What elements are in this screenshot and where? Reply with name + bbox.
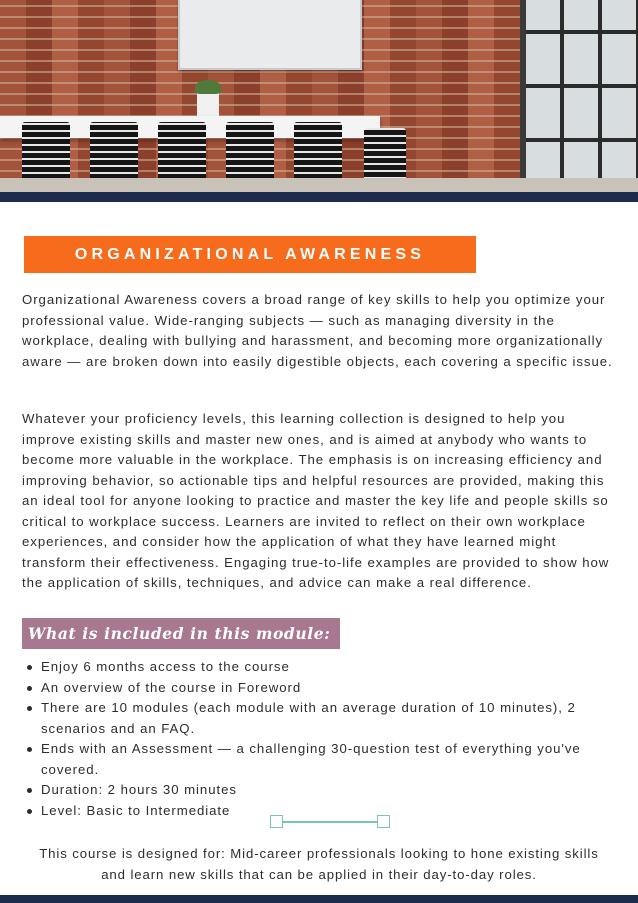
section-heading bbox=[24, 236, 476, 273]
included-heading bbox=[22, 618, 340, 649]
chair bbox=[226, 122, 274, 186]
chair bbox=[22, 122, 70, 186]
top-accent-bar bbox=[0, 192, 638, 202]
included-list bbox=[22, 657, 622, 821]
chair bbox=[364, 128, 406, 184]
hero-photo bbox=[0, 0, 638, 192]
chair bbox=[158, 122, 206, 186]
divider-square-right bbox=[377, 815, 390, 828]
chair bbox=[90, 122, 138, 186]
list-item: An overview of the course in Foreword bbox=[22, 678, 622, 699]
section-heading-text: ORGANIZATIONAL AWARENESS bbox=[74, 245, 426, 263]
intro-paragraph: Organizational Awareness covers a broad range of key skills to help you optimize your professional value. Wide-ranging subjects — such as managing diversity in the workplace, dealing with bullying and harassment, and becoming more organizationally aware — are broken down into easily digestible objects, each covering a specific issue. bbox=[22, 292, 613, 369]
included-heading-text: What is included in this module: bbox=[28, 624, 331, 643]
divider-line bbox=[283, 821, 379, 823]
plant-pot bbox=[197, 92, 219, 118]
description-paragraph: Whatever your proficiency levels, this learning collection is designed to help you improve existing skills and master new ones, and is aimed at anybody who wants to become more valuable in the workplace. The emphasis is on increasing efficiency and improving behavior, so actionable tips and helpful resources are provided, making this an ideal tool for anyone looking to practice and master the key life and people skills so critical to workplace success. Learners are invited to reflect on their own workplace experiences, and consider how the application of what they have learned might transform their effectiveness. Engaging true-to-life examples are provided to show how the application of skills, techniques, and advice can make a real difference. bbox=[22, 411, 610, 590]
list-item: There are 10 modules (each module with an average duration of 10 minutes), 2 scenarios and an FAQ. bbox=[22, 698, 622, 739]
bottom-accent-bar bbox=[0, 895, 638, 903]
list-item: Level: Basic to Intermediate bbox=[22, 801, 622, 822]
audience-note: This course is designed for: Mid-career professionals looking to hone existing skills and learn new skills that can be applied in their day-to-day roles. bbox=[39, 846, 599, 882]
divider-square-left bbox=[270, 815, 283, 828]
list-item: Ends with an Assessment — a challenging 30-question test of everything you've covered. bbox=[22, 739, 622, 780]
list-item: Enjoy 6 months access to the course bbox=[22, 657, 622, 678]
window bbox=[520, 0, 638, 192]
floor bbox=[0, 178, 638, 192]
decorative-divider bbox=[270, 814, 392, 832]
whiteboard bbox=[178, 0, 362, 70]
list-item: Duration: 2 hours 30 minutes bbox=[22, 780, 622, 801]
chair bbox=[294, 122, 342, 186]
